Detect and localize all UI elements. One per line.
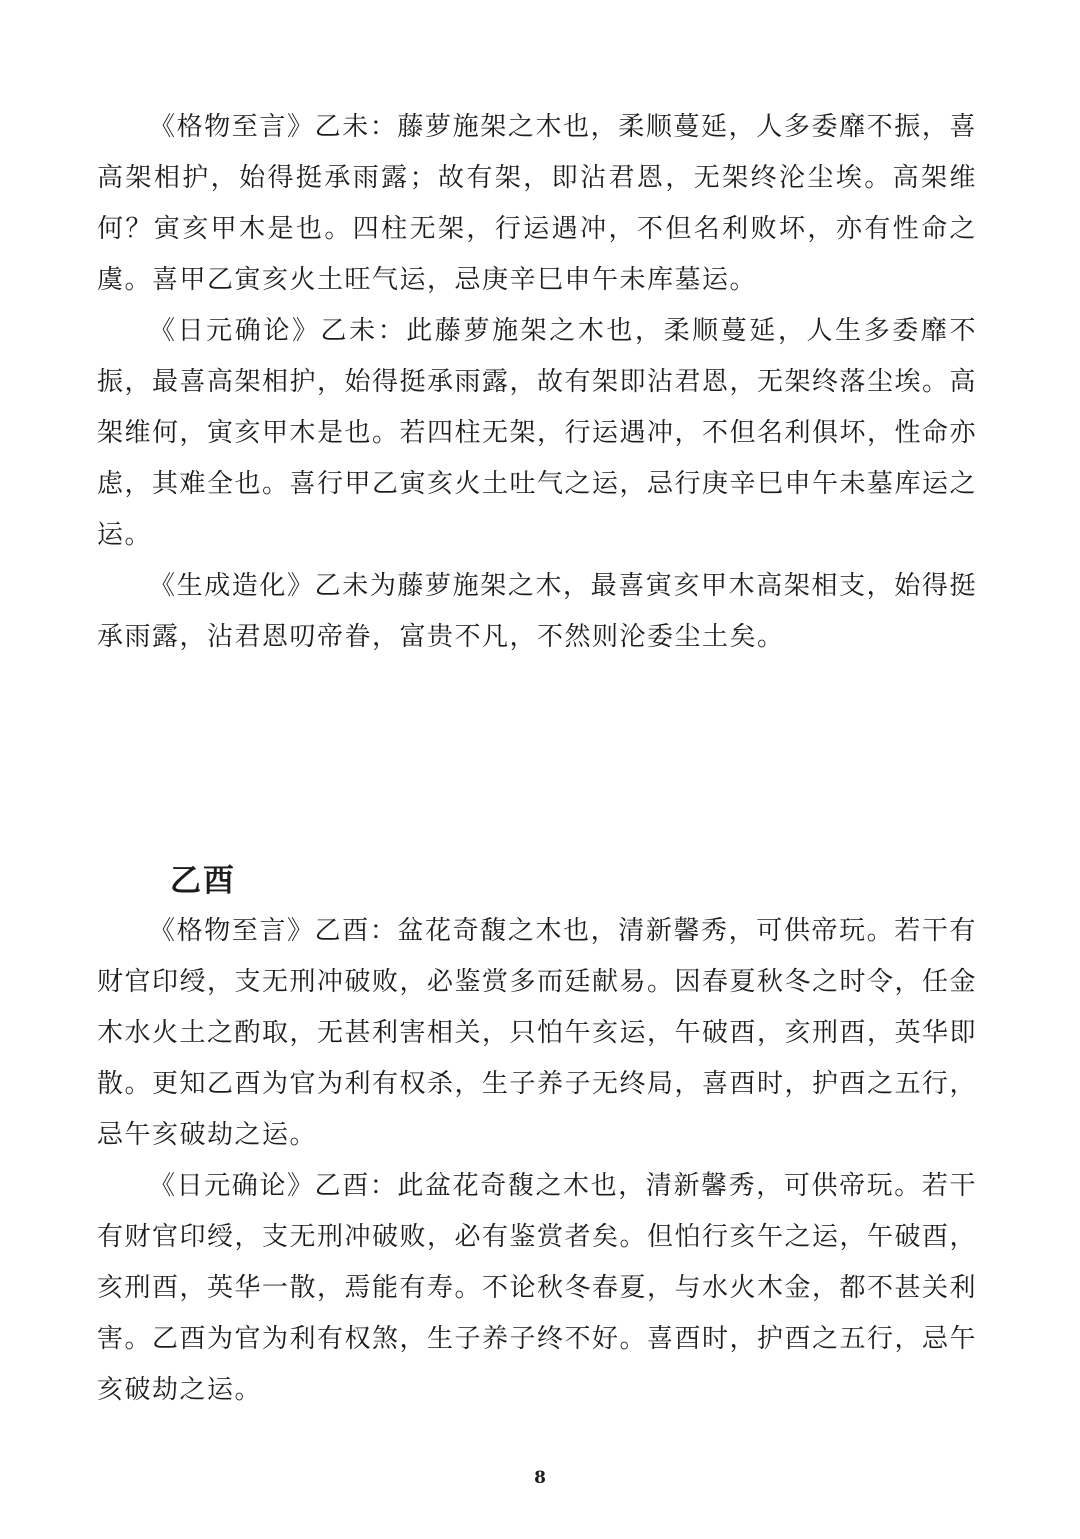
paragraph-shengcheng-yiwei: 《生成造化》乙未为藤萝施架之木，最喜寅亥甲木高架相支，始得挺承雨露，沾君恩叨帝眷，富贵不凡，不然则沦委尘土矣。 [97,571,977,652]
paragraph-gewu-yiwei: 《格物至言》乙未：藤萝施架之木也，柔顺蔓延，人多委靡不振，喜高架相护，始得挺承雨露；故有架，即沾君恩，无架终沦尘埃。高架维何？寅亥甲木是也。四柱无架，行运遇冲，不但名利败坏，亦有性命之虞。喜甲乙寅亥火土旺气运，忌庚辛巳申午未库墓运。 [97,112,977,295]
page-number: 8 [534,1468,546,1488]
upper-text-block [97,102,977,663]
paragraph-riyuan-yiwei: 《日元确论》乙未：此藤萝施架之木也，柔顺蔓延，人生多委靡不振，最喜高架相护，始得挺承雨露，故有架即沾君恩，无架终落尘埃。高架维何，寅亥甲木是也。若四柱无架，行运遇冲，不但名利俱坏，性命亦虑，其难全也。喜行甲乙寅亥火土吐气之运，忌行庚辛巳申午未墓库运之运。 [97,316,978,550]
yiyou-text-block [97,906,977,1416]
section-heading-yiyou: 乙酉 [170,863,236,899]
paragraph-riyuan-yiyou: 《日元确论》乙酉：此盆花奇馥之木也，清新馨秀，可供帝玩。若干有财官印绶，支无刑冲破败，必有鉴赏者矣。但怕行亥午之运，午破酉，亥刑酉，英华一散，焉能有寿。不论秋冬春夏，与水火木金，都不甚关利害。乙酉为官为利有权煞，生子养子终不好。喜酉时，护酉之五行，忌午亥破劫之运。 [97,1171,978,1405]
paragraph-gewu-yiyou: 《格物至言》乙酉：盆花奇馥之木也，清新馨秀，可供帝玩。若干有财官印绶，支无刑冲破败，必鉴赏多而廷献易。因春夏秋冬之时令，任金木水火土之酌取，无甚利害相关，只怕午亥运，午破酉，亥刑酉，英华即散。更知乙酉为官为利有权杀，生子养子无终局，喜酉时，护酉之五行，忌午亥破劫之运。 [97,916,978,1150]
